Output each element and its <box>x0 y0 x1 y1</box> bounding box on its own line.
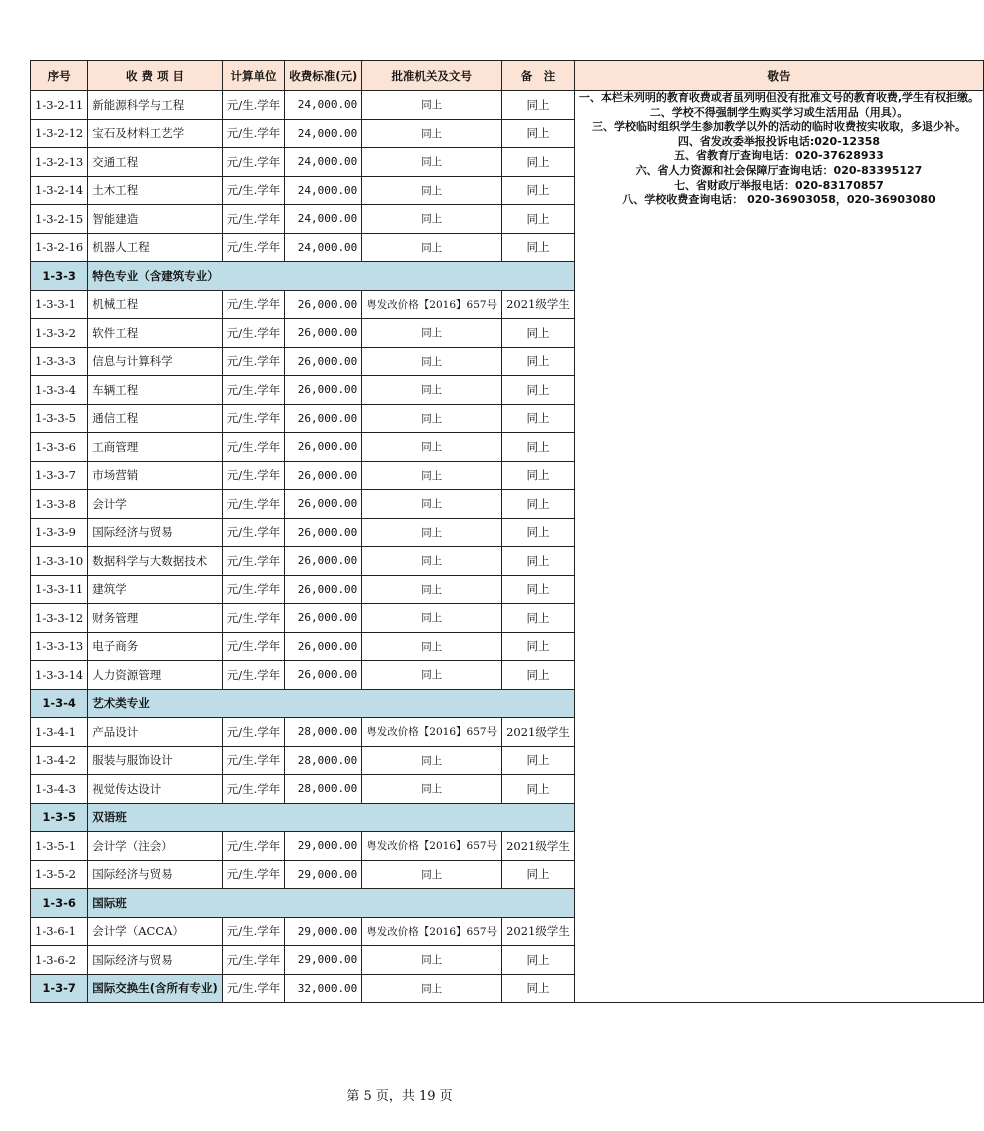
notice-item: 七、省财政厅举报电话：020-83170857 <box>674 178 884 192</box>
price-cell: 26,000.00 <box>285 433 362 462</box>
price-cell: 29,000.00 <box>285 946 362 975</box>
unit-cell: 元/生.学年 <box>222 290 285 319</box>
section-number: 1-3-3 <box>31 262 88 291</box>
price-cell: 26,000.00 <box>285 404 362 433</box>
header-note: 备 注 <box>502 61 575 91</box>
approval-cell: 同上 <box>362 233 502 262</box>
approval-cell: 粤发改价格【2016】657号 <box>362 832 502 861</box>
unit-cell: 元/生.学年 <box>222 376 285 405</box>
note-cell: 同上 <box>502 233 575 262</box>
item-name: 国际经济与贸易 <box>88 946 223 975</box>
note-cell: 同上 <box>502 205 575 234</box>
approval-cell: 同上 <box>362 518 502 547</box>
section-number: 1-3-7 <box>31 974 88 1003</box>
approval-cell: 同上 <box>362 347 502 376</box>
table-body <box>31 91 984 1003</box>
section-title: 双语班 <box>88 803 575 832</box>
price-cell: 26,000.00 <box>285 661 362 690</box>
notice-item: 六、省人力资源和社会保障厅查询电话：020-83395127 <box>635 163 923 177</box>
unit-cell: 元/生.学年 <box>222 832 285 861</box>
approval-cell: 同上 <box>362 775 502 804</box>
item-name: 建筑学 <box>88 575 223 604</box>
unit-cell: 元/生.学年 <box>222 319 285 348</box>
unit-cell: 元/生.学年 <box>222 461 285 490</box>
item-number: 1-3-3-6 <box>31 433 88 462</box>
note-cell: 同上 <box>502 632 575 661</box>
item-name: 土木工程 <box>88 176 223 205</box>
item-name: 电子商务 <box>88 632 223 661</box>
unit-cell: 元/生.学年 <box>222 233 285 262</box>
item-name: 会计学（ACCA） <box>88 917 223 946</box>
item-number: 1-3-2-15 <box>31 205 88 234</box>
item-name: 信息与计算科学 <box>88 347 223 376</box>
section-number: 1-3-4 <box>31 689 88 718</box>
header-no: 序号 <box>31 61 88 91</box>
item-number: 1-3-4-1 <box>31 718 88 747</box>
unit-cell: 元/生.学年 <box>222 746 285 775</box>
item-name: 服装与服饰设计 <box>88 746 223 775</box>
notice-item: 五、省教育厅查询电话：020-37628933 <box>674 149 884 163</box>
unit-cell: 元/生.学年 <box>222 119 285 148</box>
note-cell: 同上 <box>502 946 575 975</box>
price-cell: 24,000.00 <box>285 91 362 120</box>
approval-cell: 同上 <box>362 632 502 661</box>
note-cell: 同上 <box>502 433 575 462</box>
item-number: 1-3-2-13 <box>31 148 88 177</box>
item-name: 车辆工程 <box>88 376 223 405</box>
item-name: 人力资源管理 <box>88 661 223 690</box>
unit-cell: 元/生.学年 <box>222 91 285 120</box>
price-cell: 24,000.00 <box>285 119 362 148</box>
item-name: 产品设计 <box>88 718 223 747</box>
note-cell: 同上 <box>502 490 575 519</box>
unit-cell: 元/生.学年 <box>222 575 285 604</box>
note-cell: 同上 <box>502 347 575 376</box>
item-name: 会计学（注会） <box>88 832 223 861</box>
note-cell: 2021级学生 <box>502 718 575 747</box>
item-name: 新能源科学与工程 <box>88 91 223 120</box>
unit-cell: 元/生.学年 <box>222 604 285 633</box>
note-cell: 同上 <box>502 775 575 804</box>
price-cell: 26,000.00 <box>285 490 362 519</box>
price-cell: 26,000.00 <box>285 575 362 604</box>
notice-list <box>579 91 979 208</box>
approval-cell: 同上 <box>362 91 502 120</box>
unit-cell: 元/生.学年 <box>222 547 285 576</box>
note-cell: 同上 <box>502 604 575 633</box>
notice-item: 一、本栏未列明的教育收费或者虽列明但没有批准文号的教育收费,学生有权拒缴。 <box>578 91 980 104</box>
price-cell: 29,000.00 <box>285 917 362 946</box>
note-cell: 同上 <box>502 518 575 547</box>
item-number: 1-3-3-7 <box>31 461 88 490</box>
approval-cell: 粤发改价格【2016】657号 <box>362 718 502 747</box>
section-number: 1-3-5 <box>31 803 88 832</box>
item-number: 1-3-5-2 <box>31 860 88 889</box>
item-number: 1-3-3-3 <box>31 347 88 376</box>
unit-cell: 元/生.学年 <box>222 860 285 889</box>
table-row <box>31 91 984 120</box>
price-cell: 26,000.00 <box>285 290 362 319</box>
item-name: 工商管理 <box>88 433 223 462</box>
note-cell: 同上 <box>502 547 575 576</box>
price-cell: 26,000.00 <box>285 547 362 576</box>
note-cell: 同上 <box>502 746 575 775</box>
notice-item: 八、学校收费查询电话： 020-36903058，020-36903080 <box>622 193 936 207</box>
item-name: 国际经济与贸易 <box>88 518 223 547</box>
note-cell: 同上 <box>502 176 575 205</box>
unit-cell: 元/生.学年 <box>222 775 285 804</box>
note-cell: 同上 <box>502 376 575 405</box>
item-number: 1-3-6-2 <box>31 946 88 975</box>
item-number: 1-3-2-12 <box>31 119 88 148</box>
price-cell: 26,000.00 <box>285 319 362 348</box>
price-cell: 24,000.00 <box>285 176 362 205</box>
unit-cell: 元/生.学年 <box>222 205 285 234</box>
item-name: 智能建造 <box>88 205 223 234</box>
note-cell: 同上 <box>502 860 575 889</box>
header-standard: 收费标准(元) <box>285 61 362 91</box>
price-cell: 24,000.00 <box>285 148 362 177</box>
table-header-row <box>31 61 984 91</box>
price-cell: 29,000.00 <box>285 860 362 889</box>
unit-cell: 元/生.学年 <box>222 490 285 519</box>
approval-cell: 同上 <box>362 547 502 576</box>
unit-cell: 元/生.学年 <box>222 974 285 1003</box>
notice-item: 二、学校不得强制学生购买学习或生活用品（用具）。 <box>649 105 909 119</box>
notice-item: 三、学校临时组织学生参加教学以外的活动的临时收费按实收取，多退少补。 <box>591 120 966 134</box>
note-cell: 同上 <box>502 404 575 433</box>
approval-cell: 同上 <box>362 205 502 234</box>
price-cell: 26,000.00 <box>285 632 362 661</box>
note-cell: 同上 <box>502 148 575 177</box>
price-cell: 26,000.00 <box>285 347 362 376</box>
section-title: 国际班 <box>88 889 575 918</box>
price-cell: 26,000.00 <box>285 461 362 490</box>
fee-table <box>30 60 984 1003</box>
price-cell: 24,000.00 <box>285 233 362 262</box>
section-title: 国际交换生(含所有专业) <box>88 974 223 1003</box>
header-notice: 敬告 <box>574 61 983 91</box>
item-name: 数据科学与大数据技术 <box>88 547 223 576</box>
section-title: 特色专业（含建筑专业） <box>88 262 575 291</box>
item-number: 1-3-3-8 <box>31 490 88 519</box>
item-number: 1-3-3-14 <box>31 661 88 690</box>
header-item: 收 费 项 目 <box>88 61 223 91</box>
unit-cell: 元/生.学年 <box>222 176 285 205</box>
price-cell: 26,000.00 <box>285 376 362 405</box>
item-number: 1-3-4-2 <box>31 746 88 775</box>
item-number: 1-3-3-10 <box>31 547 88 576</box>
approval-cell: 同上 <box>362 575 502 604</box>
approval-cell: 同上 <box>362 404 502 433</box>
item-name: 机器人工程 <box>88 233 223 262</box>
note-cell: 2021级学生 <box>502 917 575 946</box>
price-cell: 26,000.00 <box>285 518 362 547</box>
section-title: 艺术类专业 <box>88 689 575 718</box>
item-number: 1-3-6-1 <box>31 917 88 946</box>
approval-cell: 粤发改价格【2016】657号 <box>362 917 502 946</box>
unit-cell: 元/生.学年 <box>222 718 285 747</box>
notice-item: 四、省发改委举报投诉电话:020-12358 <box>677 134 881 148</box>
approval-cell: 同上 <box>362 176 502 205</box>
unit-cell: 元/生.学年 <box>222 632 285 661</box>
item-name: 视觉传达设计 <box>88 775 223 804</box>
notice-panel <box>574 91 983 1003</box>
item-number: 1-3-2-14 <box>31 176 88 205</box>
item-name: 国际经济与贸易 <box>88 860 223 889</box>
note-cell: 同上 <box>502 575 575 604</box>
approval-cell: 同上 <box>362 319 502 348</box>
approval-cell: 粤发改价格【2016】657号 <box>362 290 502 319</box>
item-number: 1-3-3-12 <box>31 604 88 633</box>
approval-cell: 同上 <box>362 860 502 889</box>
item-number: 1-3-2-11 <box>31 91 88 120</box>
item-number: 1-3-3-13 <box>31 632 88 661</box>
note-cell: 2021级学生 <box>502 290 575 319</box>
price-cell: 28,000.00 <box>285 718 362 747</box>
item-name: 财务管理 <box>88 604 223 633</box>
section-number: 1-3-6 <box>31 889 88 918</box>
item-number: 1-3-3-9 <box>31 518 88 547</box>
item-number: 1-3-2-16 <box>31 233 88 262</box>
approval-cell: 同上 <box>362 376 502 405</box>
item-name: 软件工程 <box>88 319 223 348</box>
approval-cell: 同上 <box>362 661 502 690</box>
unit-cell: 元/生.学年 <box>222 917 285 946</box>
unit-cell: 元/生.学年 <box>222 433 285 462</box>
note-cell: 同上 <box>502 319 575 348</box>
item-name: 机械工程 <box>88 290 223 319</box>
item-name: 通信工程 <box>88 404 223 433</box>
item-number: 1-3-3-4 <box>31 376 88 405</box>
unit-cell: 元/生.学年 <box>222 518 285 547</box>
price-cell: 29,000.00 <box>285 832 362 861</box>
note-cell: 2021级学生 <box>502 832 575 861</box>
approval-cell: 同上 <box>362 974 502 1003</box>
price-cell: 26,000.00 <box>285 604 362 633</box>
approval-cell: 同上 <box>362 433 502 462</box>
header-approval: 批准机关及文号 <box>362 61 502 91</box>
price-cell: 28,000.00 <box>285 775 362 804</box>
header-unit: 计算单位 <box>222 61 285 91</box>
price-cell: 32,000.00 <box>285 974 362 1003</box>
note-cell: 同上 <box>502 119 575 148</box>
item-number: 1-3-3-5 <box>31 404 88 433</box>
item-name: 会计学 <box>88 490 223 519</box>
approval-cell: 同上 <box>362 119 502 148</box>
note-cell: 同上 <box>502 91 575 120</box>
note-cell: 同上 <box>502 974 575 1003</box>
approval-cell: 同上 <box>362 746 502 775</box>
item-number: 1-3-4-3 <box>31 775 88 804</box>
item-number: 1-3-3-11 <box>31 575 88 604</box>
approval-cell: 同上 <box>362 461 502 490</box>
unit-cell: 元/生.学年 <box>222 347 285 376</box>
page-footer: 第 5 页，共 19 页 <box>346 1089 453 1104</box>
item-name: 宝石及材料工艺学 <box>88 119 223 148</box>
note-cell: 同上 <box>502 461 575 490</box>
unit-cell: 元/生.学年 <box>222 946 285 975</box>
item-number: 1-3-3-1 <box>31 290 88 319</box>
approval-cell: 同上 <box>362 148 502 177</box>
price-cell: 28,000.00 <box>285 746 362 775</box>
approval-cell: 同上 <box>362 604 502 633</box>
unit-cell: 元/生.学年 <box>222 148 285 177</box>
approval-cell: 同上 <box>362 946 502 975</box>
unit-cell: 元/生.学年 <box>222 404 285 433</box>
item-number: 1-3-5-1 <box>31 832 88 861</box>
item-number: 1-3-3-2 <box>31 319 88 348</box>
item-name: 交通工程 <box>88 148 223 177</box>
price-cell: 24,000.00 <box>285 205 362 234</box>
note-cell: 同上 <box>502 661 575 690</box>
item-name: 市场营销 <box>88 461 223 490</box>
approval-cell: 同上 <box>362 490 502 519</box>
unit-cell: 元/生.学年 <box>222 661 285 690</box>
